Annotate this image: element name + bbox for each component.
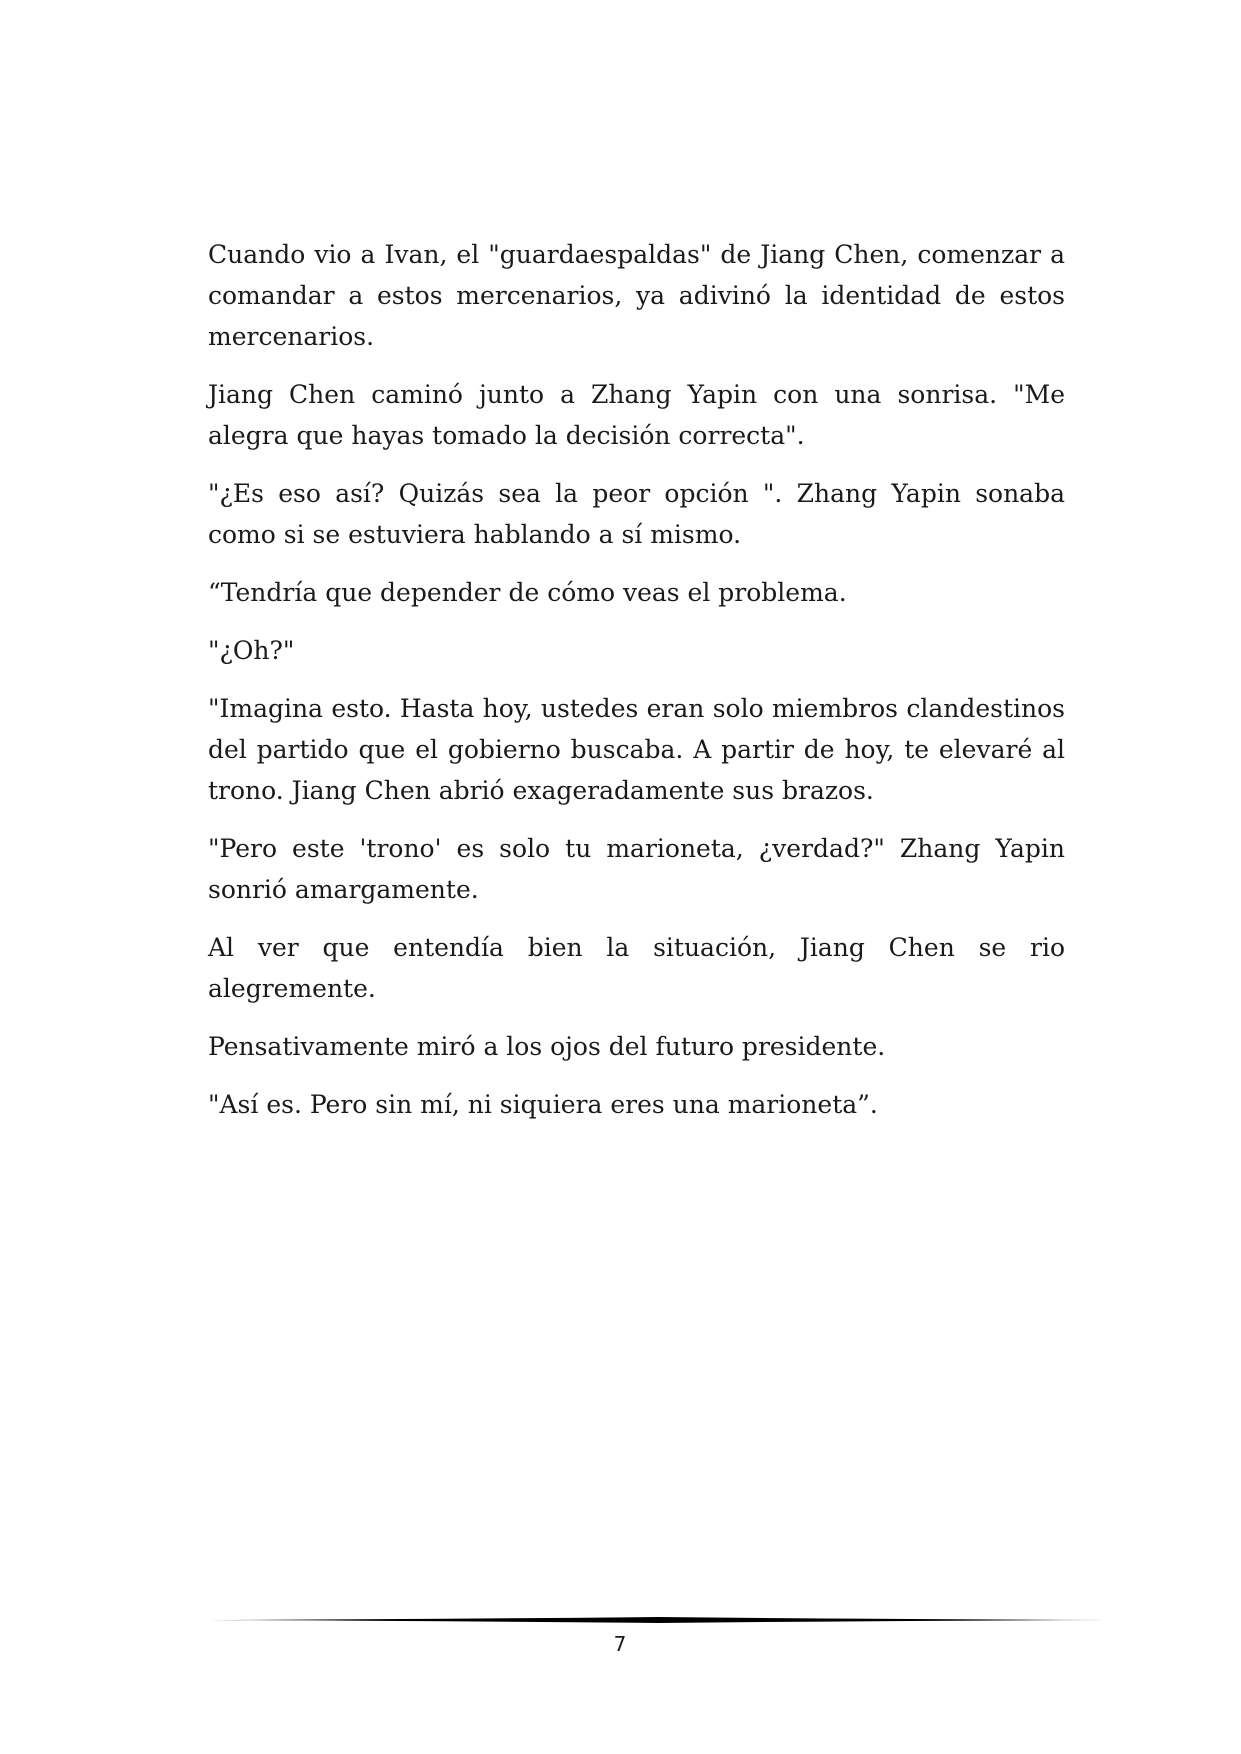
footer-divider [208,1613,1108,1627]
paragraph-10: "Así es. Pero sin mí, ni siquiera eres una marioneta”. [208,1090,878,1119]
paragraph-7: "Pero este 'trono' es solo tu marioneta, ¿verdad?" Zhang Yapin sonrió amargamente. [208,834,1065,904]
body-text [208,234,1065,1142]
paragraph-5: "¿Oh?" [208,636,295,665]
paragraph-2: Jiang Chen caminó junto a Zhang Yapin con una sonrisa. "Me alegra que hayas tomado la decisión correcta". [208,380,1065,450]
paragraph-8: Al ver que entendía bien la situación, Jiang Chen se rio alegremente. [208,933,1065,1003]
paragraph-9: Pensativamente miró a los ojos del futuro presidente. [208,1032,886,1061]
paragraph-1: Cuando vio a Ivan, el "guardaespaldas" de Jiang Chen, comenzar a comandar a estos mercenarios, ya adivinó la identidad de estos mercenarios. [208,240,1065,351]
paragraph-3: "¿Es eso así? Quizás sea la peor opción ". Zhang Yapin sonaba como si se estuviera hablando a sí mismo. [208,479,1065,549]
page-number: 7 [613,1632,627,1656]
paragraph-4: “Tendría que depender de cómo veas el problema. [208,578,847,607]
paragraph-6: "Imagina esto. Hasta hoy, ustedes eran solo miembros clandestinos del partido que el gobierno buscaba. A partir de hoy, te elevaré al trono. Jiang Chen abrió exageradamente sus brazos. [208,694,1065,805]
